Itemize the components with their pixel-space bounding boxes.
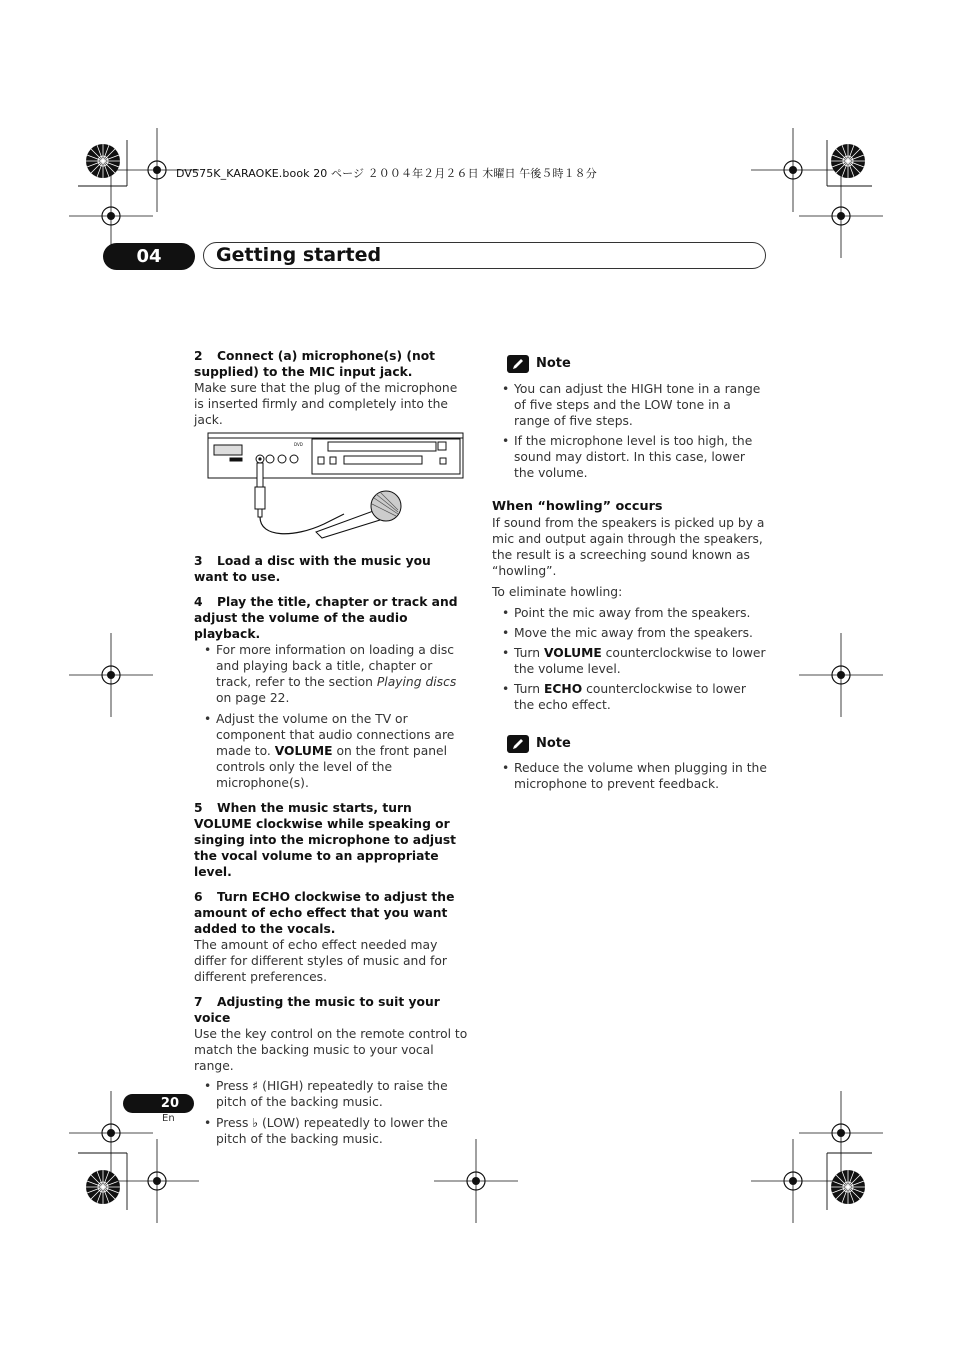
list-item: • For more information on loading a disc and playing back a title, chapter or track, refer to the section Playing discs on page 22. — [194, 642, 469, 706]
microphone — [316, 491, 401, 538]
list-item: • Press ♯ (HIGH) repeatedly to raise the pitch of the backing music. — [194, 1078, 469, 1110]
flat-icon: ♭ — [252, 1116, 259, 1130]
step-6-body: The amount of echo effect needed may differ for different styles of music and for different preferences. — [194, 938, 447, 984]
list-item: • If the microphone level is too high, the sound may distort. In this case, lower the volume. — [492, 433, 767, 481]
list-item: • Turn VOLUME counterclockwise to lower the volume level. — [492, 645, 767, 677]
howling-intro: To eliminate howling: — [492, 585, 623, 599]
step-7-heading: 7 Adjusting the music to suit your voice — [194, 995, 440, 1025]
step-2-heading: 2 Connect (a) microphone(s) (not supplied) to the MIC input jack. — [194, 349, 436, 379]
step-4-heading: 4 Play the title, chapter or track and adjust the volume of the audio playback. — [194, 595, 458, 641]
chapter-number-badge: 04 — [103, 243, 195, 270]
note-1-bullets — [492, 381, 767, 481]
howling-body: If sound from the speakers is picked up by a mic and output again through the speakers, the result is a screeching sound known as “howling”. — [492, 516, 765, 578]
list-item: • Point the mic away from the speakers. — [492, 605, 767, 621]
list-item: • Reduce the volume when plugging in the microphone to prevent feedback. — [492, 760, 767, 792]
step-5-heading: 5 When the music starts, turn VOLUME clockwise while speaking or singing into the microphone to adjust the vocal volume to an appropriate level. — [194, 801, 457, 879]
page-number-badge: 20 — [123, 1094, 194, 1113]
pencil-icon — [507, 735, 529, 753]
left-column-steps — [194, 553, 469, 1147]
right-column — [492, 355, 767, 792]
step-2-body: Make sure that the plug of the microphone is inserted firmly and completely into the jack. — [194, 381, 458, 427]
running-head: DV575K_KARAOKE.book 20 ページ ２００４年２月２６日 木曜日 午後５時１８分 — [176, 167, 597, 180]
note-1-heading: Note — [507, 355, 767, 373]
list-item: • You can adjust the HIGH tone in a range of five steps and the LOW tone in a range of five steps. — [492, 381, 767, 429]
list-item: • Move the mic away from the speakers. — [492, 625, 767, 641]
panel-dvd-label: DVD — [294, 442, 303, 447]
page-language: En — [162, 1113, 175, 1124]
howling-bullets — [492, 605, 767, 713]
player-front-panel — [208, 433, 463, 478]
list-item: • Press ♭ (LOW) repeatedly to lower the pitch of the backing music. — [194, 1115, 469, 1147]
note-2-bullets — [492, 760, 767, 792]
step-4-bullets — [194, 642, 469, 791]
mic-plug — [257, 463, 263, 487]
left-column-top — [194, 348, 469, 428]
list-item: • Turn ECHO counterclockwise to lower the echo effect. — [492, 681, 767, 713]
howling-heading: When “howling” occurs — [492, 499, 663, 514]
step-7-body: Use the key control on the remote control to match the backing music to your vocal range. — [194, 1027, 468, 1073]
chapter-title: Getting started — [216, 244, 382, 266]
note-2-heading: Note — [507, 735, 767, 753]
step-7-bullets — [194, 1078, 469, 1147]
list-item: • Adjust the volume on the TV or component that audio connections are made to. VOLUME on the front panel controls only the level of the microphone(s). — [194, 711, 469, 791]
pencil-icon — [507, 355, 529, 373]
microphone-connection-illustration — [204, 428, 466, 540]
sharp-icon: ♯ — [252, 1079, 259, 1093]
step-6-heading: 6 Turn ECHO clockwise to adjust the amount of echo effect that you want added to the vocals. — [194, 890, 455, 936]
step-3-heading: 3 Load a disc with the music you want to use. — [194, 554, 431, 584]
